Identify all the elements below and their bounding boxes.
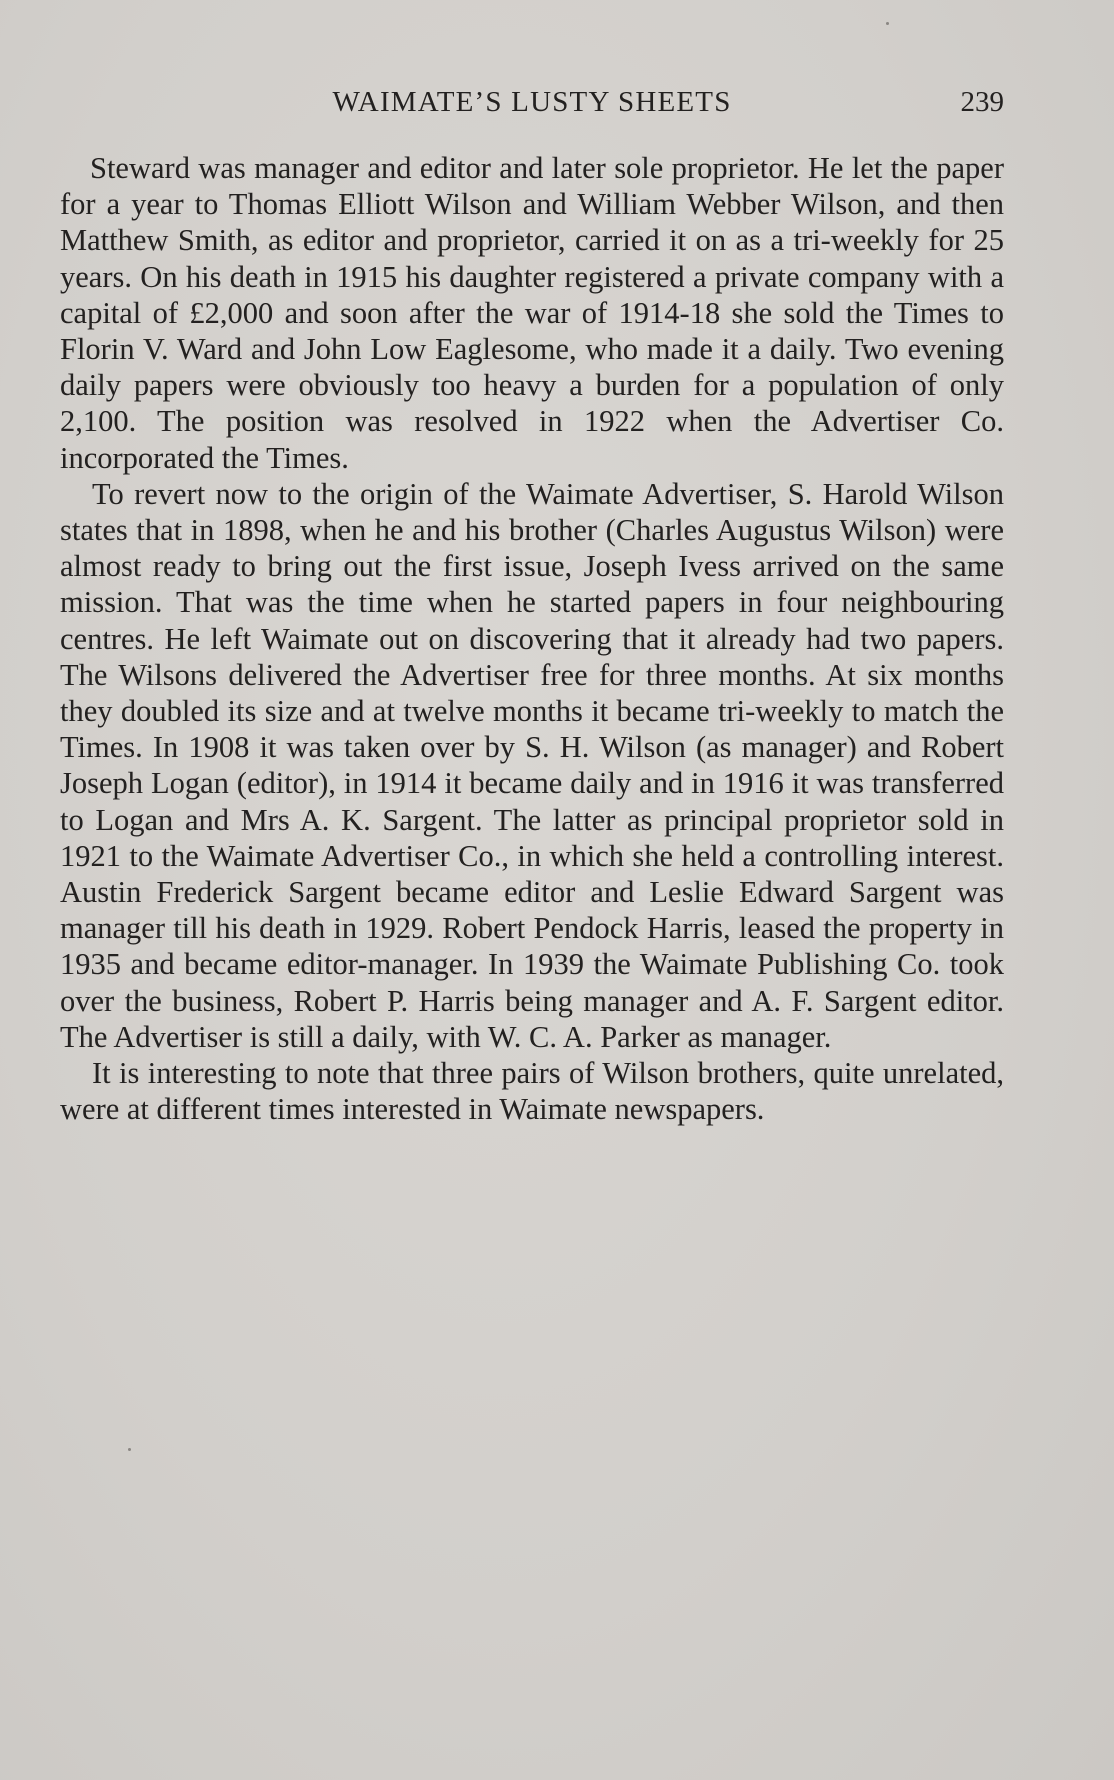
body-text [60,150,1004,1127]
paragraph-1: Steward was manager and editor and later sole proprietor. He let the paper for a year to Thomas Elliott Wilson and William Webber Wilson, and then Matthew Smith, as editor and proprietor, carried it on as a tri-weekly for 25 years. On his death in 1915 his daughter registered a private company with a capital of £2,000 and soon after the war of 1914-18 she sold the Times to Florin V. Ward and John Low Eaglesome, who made it a daily. Two evening daily papers were obviously too heavy a burden for a population of only 2,100. The position was resolved in 1922 when the Advertiser Co. incorporated the Times. [60,151,1004,475]
running-title: WAIMATE’S LUSTY SHEETS [332,86,732,118]
paper-speck [128,1448,131,1451]
page-number: 239 [960,86,1004,118]
paragraph-3: It is interesting to note that three pairs of Wilson brothers, quite unrelated, were at different times interested in Waimate newspapers. [60,1056,1004,1127]
paper-speck [886,22,889,25]
running-header [60,86,1004,126]
paragraph-2: To revert now to the origin of the Waimate Advertiser, S. Harold Wilson states that in 1898, when he and his brother (Charles Augustus Wilson) were almost ready to bring out the first issue, Joseph Ivess arrived on the same mission. That was the time when he started papers in four neighbouring centres. He left Waimate out on discovering that it already had two papers. The Wilsons delivered the Advertiser free for three months. At six months they doubled its size and at twelve months it became tri-weekly to match the Times. In 1908 it was taken over by S. H. Wilson (as manager) and Robert Joseph Logan (editor), in 1914 it became daily and in 1916 it was transferred to Logan and Mrs A. K. Sargent. The latter as principal proprietor sold in 1921 to the Waimate Advertiser Co., in which she held a controlling interest. Austin Frederick Sargent became editor and Leslie Edward Sargent was manager till his death in 1929. Robert Pendock Harris, leased the property in 1935 and became editor-manager. In 1939 the Waimate Publishing Co. took over the business, Robert P. Harris being manager and A. F. Sargent editor. The Advertiser is still a daily, with W. C. A. Parker as manager. [60,476,1004,1054]
